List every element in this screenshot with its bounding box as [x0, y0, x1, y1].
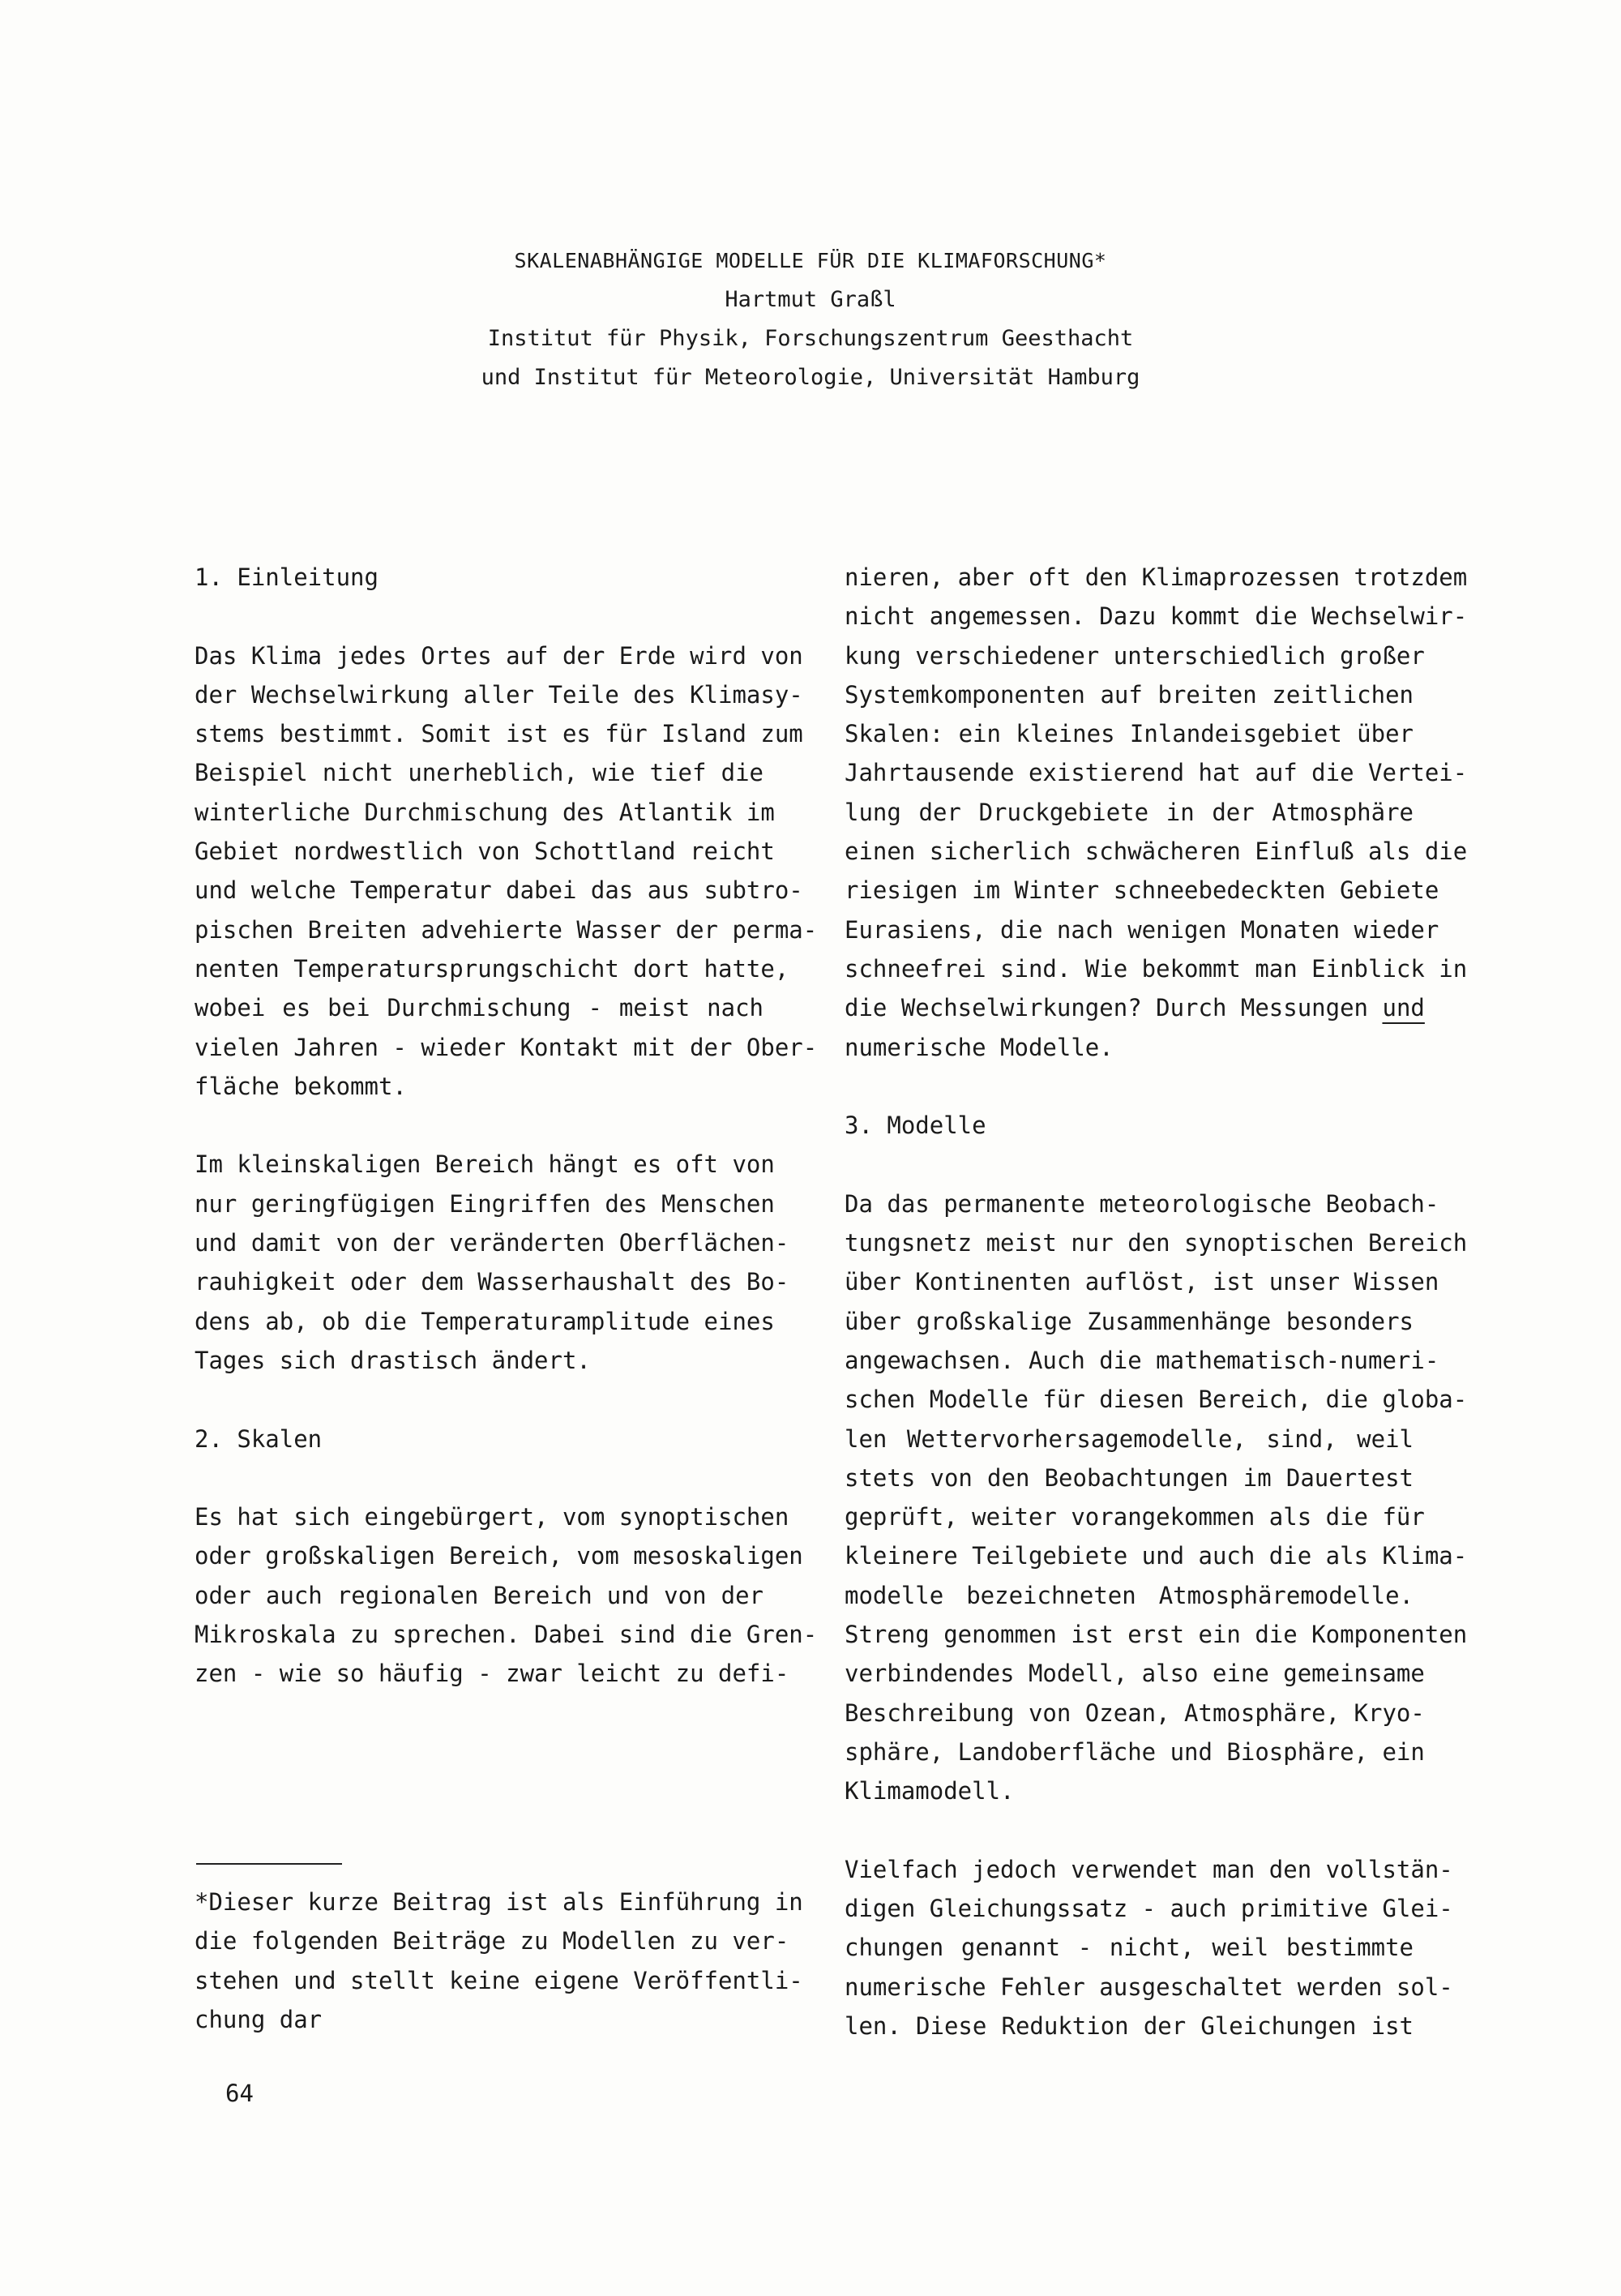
text-line: winterliche Durchmischung des Atlantik im — [195, 798, 775, 826]
text-line: Eurasiens, die nach wenigen Monaten wieder — [845, 915, 1439, 944]
text-line: wobei es bei Durchmischung - meist nach — [195, 994, 763, 1022]
text-line: Im kleinskaligen Bereich hängt es oft von — [195, 1150, 775, 1179]
text-line: rauhigkeit oder dem Wasserhaushalt des Bo- — [195, 1268, 789, 1296]
text-line: sphäre, Landoberfläche und Biosphäre, ein — [845, 1737, 1425, 1766]
text-line: chungen genannt - nicht, weil bestimmte — [845, 1934, 1414, 1962]
text-line: schen Modelle für diesen Bereich, die globa- — [845, 1386, 1468, 1414]
left-column — [195, 558, 818, 1694]
text-line: kleinere Teilgebiete und auch die als Klima- — [845, 1542, 1468, 1570]
text-line: lung der Druckgebiete in der Atmosphäre — [845, 798, 1414, 826]
text-line: kung verschiedener unterschiedlich großer — [845, 641, 1425, 670]
text-line: dens ab, ob die Temperaturamplitude eines — [195, 1307, 775, 1335]
affiliation-line-1: Institut für Physik, Forschungszentrum Geesthacht — [487, 326, 1134, 351]
text-line: und damit von der veränderten Oberflächen- — [195, 1229, 789, 1257]
text-line: numerische Modelle. — [845, 1033, 1114, 1061]
text-line: und welche Temperatur dabei das aus subtro- — [195, 876, 803, 905]
text-line: stems bestimmt. Somit ist es für Island zum — [195, 720, 803, 748]
text-line: digen Gleichungssatz - auch primitive Glei- — [845, 1895, 1453, 1923]
text-line: einen sicherlich schwächeren Einfluß als die — [845, 837, 1468, 866]
text-line: nicht angemessen. Dazu kommt die Wechselwir- — [845, 602, 1468, 631]
text-line: Skalen: ein kleines Inlandeisgebiet über — [845, 720, 1414, 748]
text-line: verbindendes Modell, also eine gemeinsame — [845, 1660, 1425, 1688]
text-line: Streng genommen ist erst ein die Komponenten — [845, 1621, 1468, 1649]
text-line: oder großskaligen Bereich, vom mesoskaligen — [195, 1542, 803, 1570]
text-line: Tages sich drastisch ändert. — [195, 1346, 591, 1374]
text-line: Mikroskala zu sprechen. Dabei sind die Gren- — [195, 1621, 818, 1649]
text-line: Da das permanente meteorologische Beobach- — [845, 1189, 1439, 1218]
footnote-line: stehen und stellt keine eigene Veröffentli- — [195, 1966, 803, 1994]
text-line: nieren, aber oft den Klimaprozessen trotzdem — [845, 563, 1468, 591]
text-line: zen - wie so häufig - zwar leicht zu defi- — [195, 1660, 789, 1688]
text-line: fläche bekommt. — [195, 1072, 407, 1100]
text-line: Das Klima jedes Ortes auf der Erde wird von — [195, 641, 803, 670]
section-heading-modelle: 3. Modelle — [845, 1112, 986, 1140]
footnote-rule — [196, 1863, 342, 1865]
footnote-line: *Dieser kurze Beitrag ist als Einführung in — [195, 1888, 803, 1916]
text-line: Klimamodell. — [845, 1777, 1015, 1806]
text-line: Es hat sich eingebürgert, vom synoptischen — [195, 1503, 789, 1531]
text-line: Systemkomponenten auf breiten zeitlichen — [845, 680, 1414, 709]
text-line — [845, 988, 1425, 1027]
text-line: angewachsen. Auch die mathematisch-numeri- — [845, 1346, 1439, 1374]
text-fragment: die Wechselwirkungen? Durch Messungen — [845, 994, 1369, 1022]
text-line: riesigen im Winter schneebedeckten Gebiete — [845, 876, 1439, 905]
text-line: modelle bezeichneten Atmosphäremodelle. — [845, 1581, 1414, 1609]
text-line: Beschreibung von Ozean, Atmosphäre, Kryo- — [845, 1698, 1425, 1727]
text-line: schneefrei sind. Wie bekommt man Einblick in — [845, 954, 1468, 983]
article-header — [0, 242, 1621, 397]
section-heading-einleitung: 1. Einleitung — [195, 563, 379, 591]
page-number: 64 — [225, 2080, 254, 2107]
text-line: nenten Temperatursprungschicht dort hatte, — [195, 954, 789, 983]
text-line: stets von den Beobachtungen im Dauertest — [845, 1463, 1414, 1492]
text-line: vielen Jahren - wieder Kontakt mit der Ober- — [195, 1033, 818, 1061]
text-line: len Wettervorhersagemodelle, sind, weil — [845, 1424, 1414, 1453]
text-line: Jahrtausende existierend hat auf die Vertei- — [845, 759, 1468, 787]
text-line: Gebiet nordwestlich von Schottland reicht — [195, 837, 775, 866]
underlined-word: und — [1382, 994, 1425, 1022]
text-line: Beispiel nicht unerheblich, wie tief die — [195, 759, 763, 787]
text-line: Vielfach jedoch verwendet man den vollstän- — [845, 1855, 1453, 1883]
text-line: nur geringfügigen Eingriffen des Menschen — [195, 1189, 775, 1218]
section-heading-skalen: 2. Skalen — [195, 1424, 323, 1453]
text-line: über Kontinenten auflöst, ist unser Wissen — [845, 1268, 1439, 1296]
article-title: SKALENABHÄNGIGE MODELLE FÜR DIE KLIMAFORSCHUNG* — [514, 249, 1107, 272]
affiliation-line-2: und Institut für Meteorologie, Universität Hamburg — [481, 365, 1140, 390]
footnote-line: chung dar — [195, 2005, 323, 2033]
text-line: der Wechselwirkung aller Teile des Klimasy- — [195, 680, 803, 709]
footnote — [195, 1883, 803, 2039]
article-author: Hartmut Graßl — [725, 287, 896, 312]
text-line: pischen Breiten advehierte Wasser der perma- — [195, 915, 818, 944]
text-line: len. Diese Reduktion der Gleichungen ist — [845, 2011, 1414, 2040]
right-column — [845, 558, 1468, 2045]
text-line: oder auch regionalen Bereich und von der — [195, 1581, 763, 1609]
text-line: geprüft, weiter vorangekommen als die für — [845, 1503, 1425, 1531]
text-line: numerische Fehler ausgeschaltet werden sol- — [845, 1973, 1453, 2001]
text-line: über großskalige Zusammenhänge besonders — [845, 1307, 1414, 1335]
footnote-line: die folgenden Beiträge zu Modellen zu ver- — [195, 1927, 789, 1955]
text-line: tungsnetz meist nur den synoptischen Bereich — [845, 1229, 1468, 1257]
